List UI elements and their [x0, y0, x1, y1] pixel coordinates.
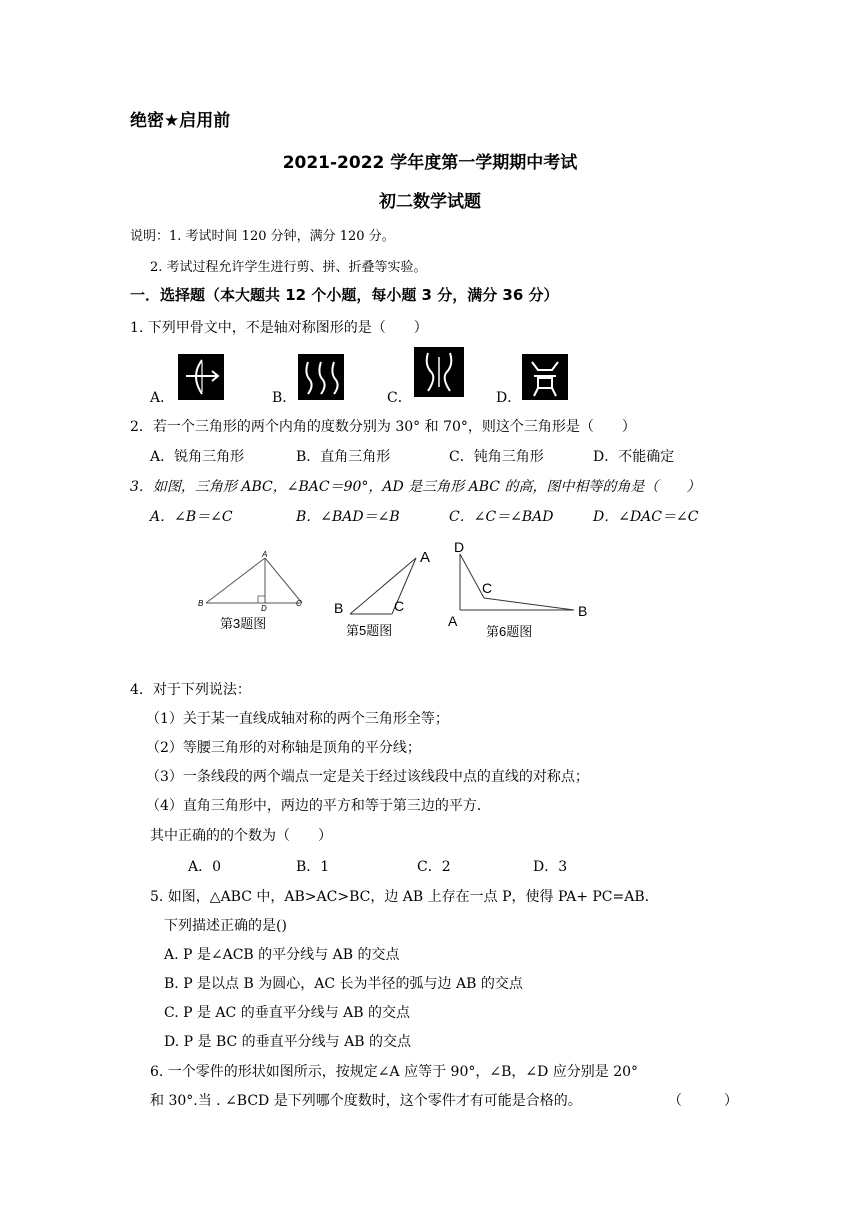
- q2-option-c: C．钝角三角形: [449, 449, 544, 465]
- q4-item-2: （2）等腰三角形的对称轴是顶角的平分线；: [146, 740, 421, 756]
- q3-option-a: A．∠B＝∠C: [150, 509, 233, 525]
- q5-stem: 5. 如图，△ABC 中，AB>AC>BC，边 AB 上存在一点 P，使得 PA+ PC=AB.: [150, 889, 650, 905]
- subject-title: 初二数学试题: [379, 192, 481, 212]
- fig6-caption: 第6题图: [486, 624, 533, 639]
- q4-item-3: （3）一条线段的两个端点一定是关于经过该线段中点的直线的对称点；: [146, 769, 589, 785]
- fig6-label-a: A: [448, 613, 458, 629]
- q2-stem: 2．若一个三角形的两个内角的度数分别为 30° 和 70°，则这个三角形是（ ）: [130, 419, 636, 435]
- exam-title: 2021-2022 学年度第一学期期中考试: [282, 153, 578, 173]
- q1-option-a-label: A．: [150, 390, 175, 406]
- fig5-label-b: B: [334, 600, 344, 616]
- q4-option-a: A．0: [188, 859, 222, 875]
- fig3-label-b: B: [198, 599, 204, 608]
- fig6-label-d: D: [454, 539, 465, 555]
- q4-item-4: （4）直角三角形中，两边的平方和等于第三边的平方．: [146, 798, 491, 814]
- fig3-caption: 第3题图: [220, 616, 267, 631]
- fig3-label-a: A: [262, 550, 268, 559]
- fig3-label-d: D: [261, 604, 267, 613]
- q4-option-b: B．1: [296, 859, 330, 875]
- confidential-mark: 绝密★启用前: [130, 111, 231, 131]
- q1-option-c-label: C．: [387, 390, 412, 406]
- fig6-label-b: B: [578, 603, 588, 619]
- note-1: 说明：1. 考试时间 120 分钟，满分 120 分。: [130, 229, 395, 244]
- figure-6: [448, 539, 587, 639]
- section-1-title: 一．选择题（本大题共 12 个小题，每小题 3 分，满分 36 分）: [130, 286, 559, 304]
- q4-option-c: C．2: [417, 859, 451, 875]
- q5-option-d: D. P 是 BC 的垂直平分线与 AB 的交点: [164, 1034, 411, 1050]
- q2-option-d: D．不能确定: [593, 449, 675, 465]
- q5-sub: 下列描述正确的是(): [164, 918, 287, 934]
- q2-option-b: B．直角三角形: [296, 449, 391, 465]
- q6-line-2: 和 30°.当 . ∠BCD 是下列哪个度数时，这个零件才有可能是合格的。: [150, 1093, 582, 1109]
- q1-option-d-label: D．: [496, 390, 522, 406]
- q3-option-d: D．∠DAC＝∠C: [593, 509, 699, 525]
- note-2: 2. 考试过程允许学生进行剪、拼、折叠等实验。: [150, 260, 427, 275]
- fig6-label-c: C: [482, 580, 493, 596]
- q6-answer-blank: （ ）: [668, 1093, 738, 1109]
- figure-5: [334, 549, 430, 638]
- q4-stem: 4．对于下列说法：: [130, 682, 251, 698]
- river-glyph-icon: [298, 354, 344, 400]
- person-glyph-icon: [414, 347, 464, 397]
- fig5-label-c: C: [394, 598, 405, 614]
- q5-option-b: B. P 是以点 B 为圆心，AC 长为半径的弧与边 AB 的交点: [164, 976, 523, 992]
- q3-option-b: B．∠BAD＝∠B: [296, 509, 400, 525]
- vessel-glyph-icon: [522, 354, 568, 400]
- fig5-caption: 第5题图: [346, 623, 393, 638]
- bow-arrow-glyph-icon: [178, 354, 224, 400]
- q2-option-a: A．锐角三角形: [150, 449, 245, 465]
- q3-option-c: C．∠C＝∠BAD: [449, 509, 554, 525]
- q1-option-b-label: B．: [272, 390, 297, 406]
- fig5-label-a: A: [420, 549, 431, 566]
- q6-line-1: 6. 一个零件的形状如图所示，按规定∠A 应等于 90°，∠B，∠D 应分别是 20°: [150, 1064, 639, 1080]
- q1-stem: 1. 下列甲骨文中，不是轴对称图形的是（ ）: [130, 320, 428, 336]
- q4-question: 其中正确的的个数为（ ）: [150, 828, 332, 844]
- q3-stem: 3．如图，三角形 ABC，∠BAC＝90°，AD 是三角形 ABC 的高，图中相等的角是（ ）: [130, 479, 701, 495]
- q4-item-1: （1）关于某一直线成轴对称的两个三角形全等；: [146, 711, 449, 727]
- figure-3: [198, 550, 302, 631]
- q5-option-a: A. P 是∠ACB 的平分线与 AB 的交点: [164, 947, 400, 963]
- fig3-label-c: C: [296, 599, 302, 608]
- q4-option-d: D．3: [533, 859, 568, 875]
- q5-option-c: C. P 是 AC 的垂直平分线与 AB 的交点: [164, 1005, 411, 1021]
- figures-row: [190, 538, 610, 648]
